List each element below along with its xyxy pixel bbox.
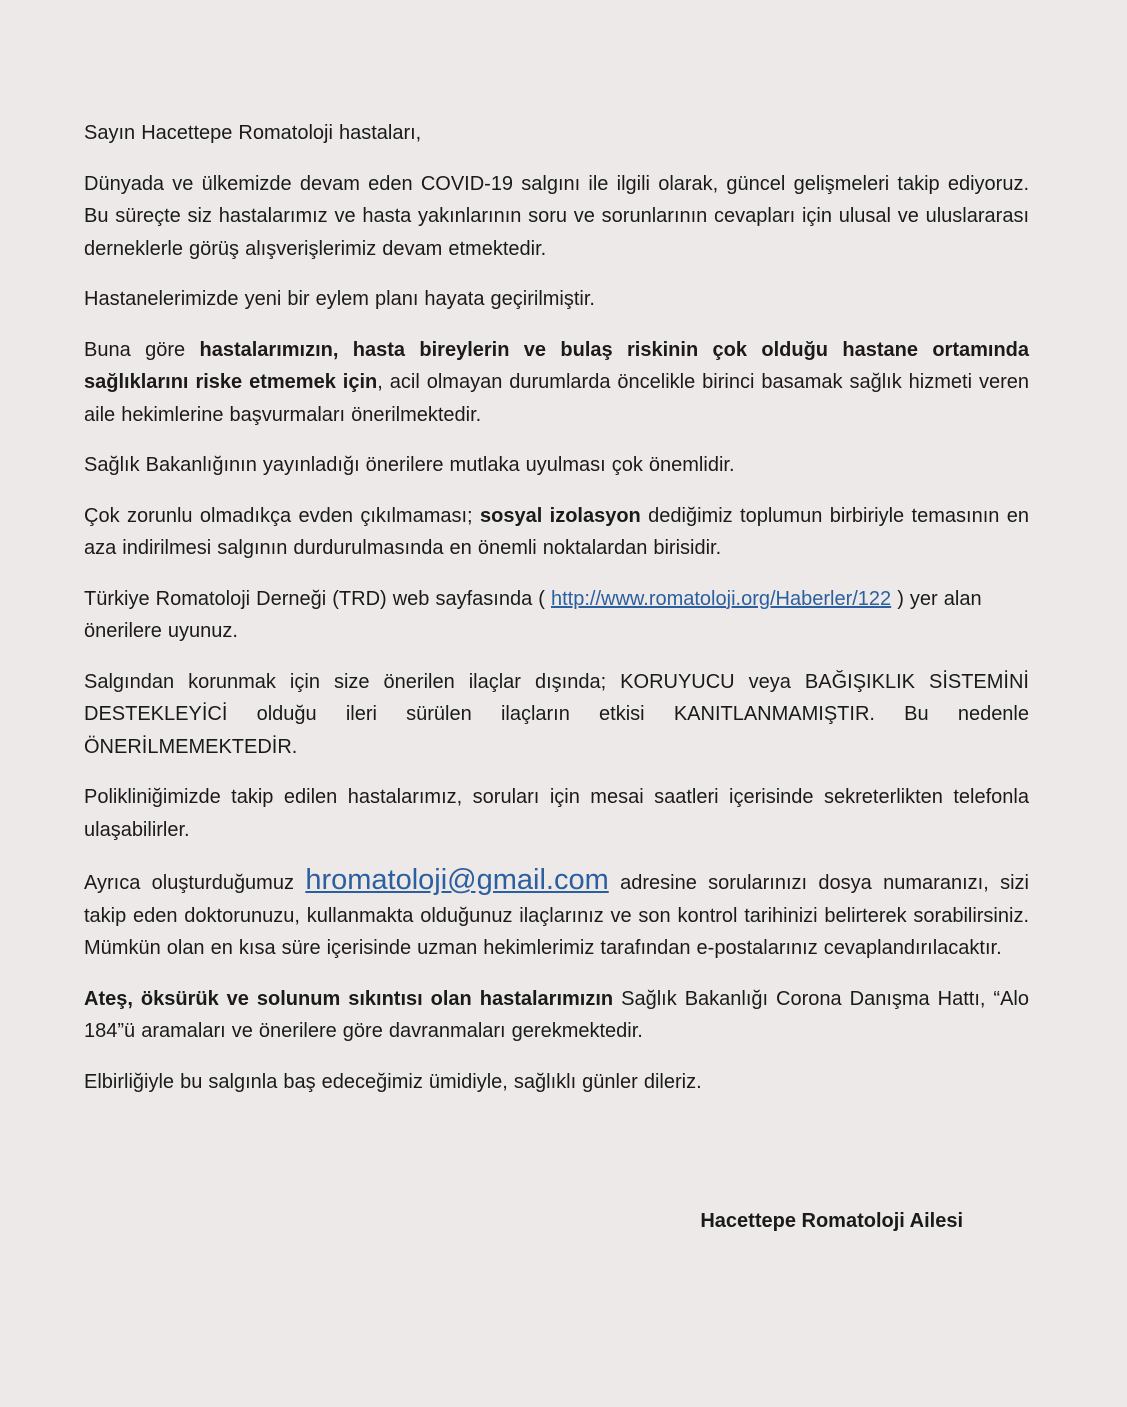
paragraph-ministry-advice: Sağlık Bakanlığının yayınladığı önerilere mutlaka uyulması çok önemlidir.: [84, 454, 735, 476]
paragraph-closing: Elbirliğiyle bu salgınla baş edeceğimiz ümidiyle, sağlıklı günler dileriz.: [84, 1070, 702, 1093]
paragraph-text: Türkiye Romatoloji Derneği (TRD) web sayfasında (: [84, 587, 551, 610]
paragraph-covid-followup: Dünyada ve ülkemizde devam eden COVID-19 salgını ile ilgili olarak, güncel gelişmeleri takip ediyoruz. Bu süreçte siz hastalarımız ve hasta yakınlarının soru ve sorunlarının cevapları için ulusal ve uluslararası derneklerle görüş alışverişlerimiz devam etmektedir.: [84, 172, 1029, 260]
paragraph-action-plan: Hastanelerimizde yeni bir eylem planı hayata geçirilmiştir.: [84, 288, 595, 310]
paragraph-text: dediğimiz toplumun birbiriyle temasının en aza indirilmesi salgının durdurulmasında en önemli noktalardan birisidir.: [84, 504, 1030, 559]
signature: Hacettepe Romatoloji Ailesi: [700, 1210, 963, 1232]
paragraph-text: Buna göre: [84, 338, 200, 361]
paragraph-text: Sağlık Bakanlığı Corona Danışma Hattı, “Alo 184”ü aramaları ve önerilere göre davranmaları gerekmektedir.: [84, 987, 1029, 1042]
paragraph-text: Ayrıca oluşturduğumuz: [84, 872, 306, 894]
paragraph-medication-warning: Salgından korunmak için size önerilen ilaçlar dışında; KORUYUCU veya BAĞIŞIKLIK SİSTEMİNİ DESTEKLEYİCİ olduğu ileri sürülen ilaçların etkisi KANITLANMAMIŞTIR. Bu nedenle ÖNERİLMEMEKTEDİR.: [84, 670, 1029, 758]
bold-emphasis: hastalarımızın, hasta bireylerin ve bulaş riskinin çok olduğu hastane ortamında sağlıklarını riske etmemek için: [84, 338, 1029, 393]
bold-emphasis: Ateş, öksürük ve solunum sıkıntısı olan hastalarımızın: [84, 987, 614, 1010]
paragraph-symptoms-hotline: [84, 983, 1029, 1048]
paragraph-trd-website: [84, 583, 1029, 648]
paragraph-text: , acil olmayan durumlarda öncelikle birinci basamak sağlık hizmeti veren aile hekimlerine başvurmaları önerilmektedir.: [84, 371, 1030, 426]
bold-emphasis: sosyal izolasyon: [479, 504, 641, 527]
paragraph-email-contact: [84, 864, 1029, 965]
paragraph-outpatient-contact: Polikliniğimizde takip edilen hastalarımız, soruları için mesai saatleri içerisinde sekreterlikten telefonla ulaşabilirler.: [84, 786, 1029, 841]
contact-email-link[interactable]: hromatoloji@gmail.com: [305, 864, 609, 896]
paragraph-text: Çok zorunlu olmadıkça evden çıkılmaması;: [84, 504, 480, 527]
paragraph-social-isolation: [84, 500, 1029, 565]
paragraph-text: adresine sorularınızı dosya numaranızı, sizi takip eden doktorunuzu, kullanmakta olduğunuz ilaçlarınız ve son kontrol tarihinizi belirterek sorabilirsiniz. Mümkün olan en kısa süre içerisinde uzman hekimlerimiz tarafından e-postalarınız cevaplandırılacaktır.: [84, 872, 1029, 959]
paragraph-text: ) yer alan önerilere uyunuz.: [84, 587, 982, 642]
trd-website-link[interactable]: http://www.romatoloji.org/Haberler/122: [551, 587, 892, 610]
paragraph-family-doctor: [84, 334, 1029, 432]
greeting: Sayın Hacettepe Romatoloji hastaları,: [84, 122, 422, 144]
